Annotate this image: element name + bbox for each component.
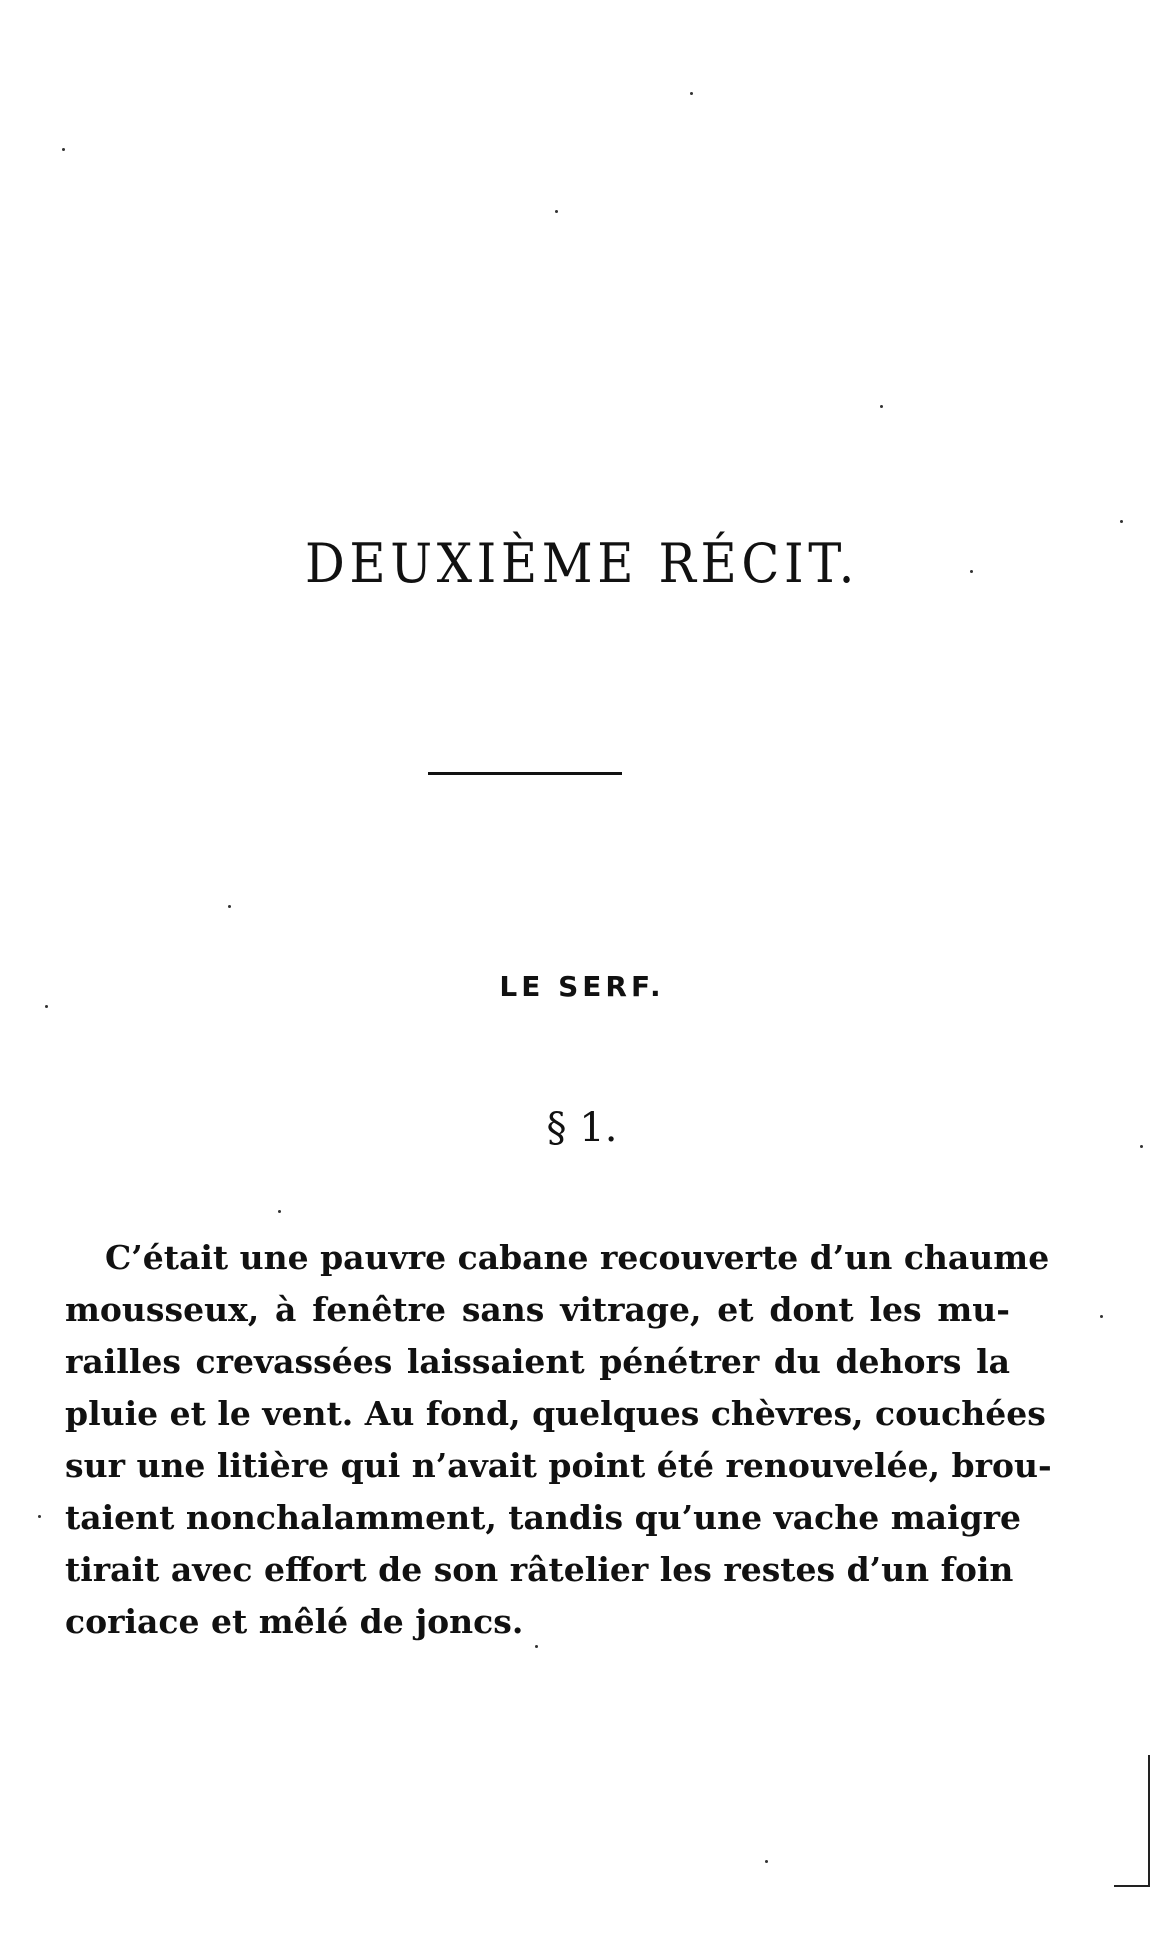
paragraph-line: mousseux, à fenêtre sans vitrage, et dont les mu- bbox=[65, 1290, 1010, 1329]
scan-speck bbox=[1120, 520, 1123, 523]
paragraph-line: C’était une pauvre cabane recouverte d’un chaume bbox=[105, 1238, 1050, 1277]
scan-speck bbox=[62, 148, 65, 151]
section-heading: LE SERF. bbox=[499, 970, 665, 1003]
paragraph-line: coriace et mêlé de joncs. bbox=[65, 1602, 524, 1641]
scan-speck bbox=[555, 210, 558, 213]
scan-speck bbox=[535, 1645, 538, 1648]
scan-speck bbox=[690, 92, 693, 95]
section-number: § 1. bbox=[546, 1105, 618, 1151]
body-paragraph bbox=[65, 1232, 1052, 1648]
paragraph-line: taient nonchalamment, tandis qu’une vache maigre bbox=[65, 1498, 1022, 1537]
chapter-title: DEUXIÈME RÉCIT. bbox=[304, 532, 860, 595]
horizontal-rule bbox=[428, 772, 622, 775]
paragraph-line: tirait avec effort de son râtelier les restes d’un foin bbox=[65, 1550, 1014, 1589]
paragraph-line: pluie et le vent. Au fond, quelques chèvres, couchées bbox=[65, 1394, 1046, 1433]
paragraph-line: sur une litière qui n’avait point été renouvelée, brou- bbox=[65, 1446, 1052, 1485]
paragraph-line: railles crevassées laissaient pénétrer du dehors la bbox=[65, 1342, 1010, 1381]
scan-speck bbox=[1100, 1315, 1103, 1318]
scan-speck bbox=[970, 570, 973, 573]
scan-speck bbox=[278, 1210, 281, 1213]
page-corner-mark bbox=[1114, 1755, 1150, 1887]
scan-speck bbox=[765, 1860, 768, 1863]
scan-speck bbox=[1140, 1145, 1143, 1148]
scan-speck bbox=[228, 905, 231, 908]
scan-speck bbox=[880, 405, 883, 408]
scan-speck bbox=[38, 1515, 41, 1518]
scan-speck bbox=[45, 1005, 48, 1008]
